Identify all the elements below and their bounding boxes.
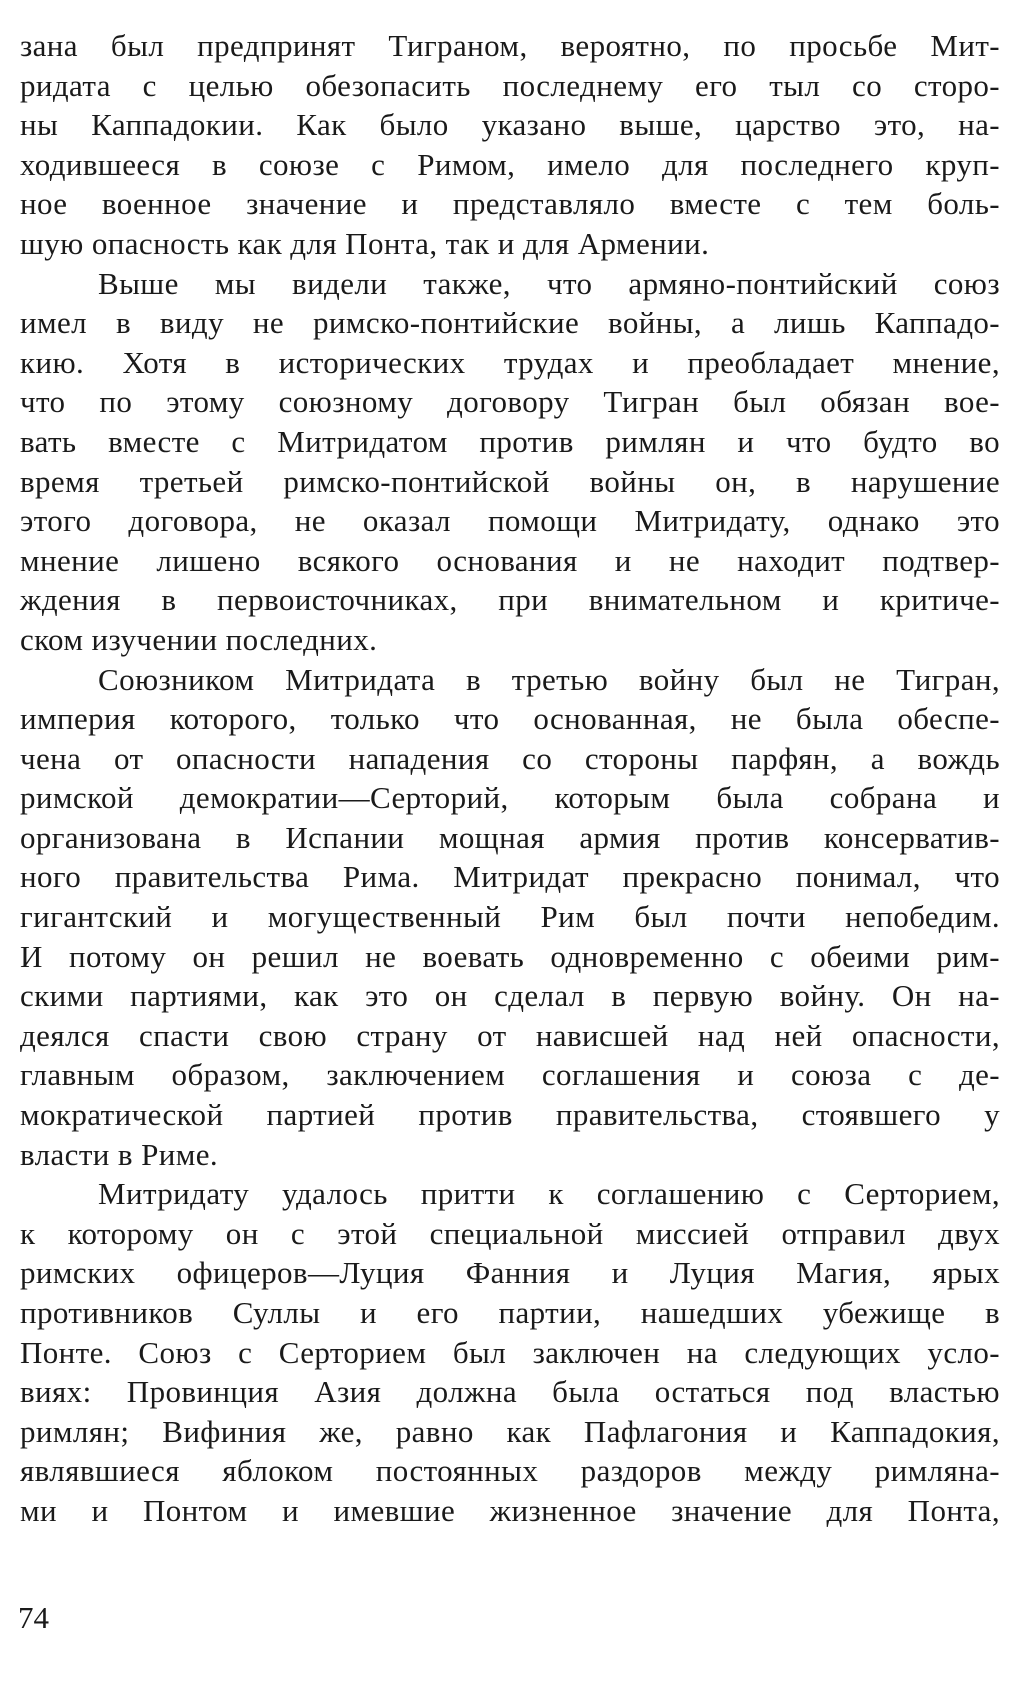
text-line: деялся спасти свою страну от нависшей над ней опасности, bbox=[20, 1017, 1000, 1053]
text-line: имел в виду не римско-понтийские войны, а лишь Каппадо- bbox=[20, 305, 1000, 341]
text-line: скими партиями, как это он сделал в первую войну. Он на- bbox=[20, 978, 1000, 1014]
paragraph bbox=[20, 1174, 1000, 1530]
text-line: ждения в первоисточниках, при внимательном и критиче- bbox=[20, 582, 1000, 618]
text-line: чена от опасности нападения со стороны парфян, а вождь bbox=[20, 740, 1000, 776]
text-line: власти в Риме. bbox=[20, 1136, 219, 1172]
text-line: шую опасность как для Понта, так и для Армении. bbox=[20, 225, 710, 261]
text-line: Понте. Союз с Серторием был заключен на следующих усло- bbox=[20, 1334, 1000, 1370]
text-line: Выше мы видели также, что армяно-понтийский союз bbox=[98, 265, 1000, 301]
text-line: вать вместе с Митридатом против римлян и что будто во bbox=[20, 423, 1000, 459]
text-line: противников Суллы и его партии, нашедших убежище в bbox=[20, 1295, 1000, 1330]
text-line: ное военное значение и представляло вместе с тем боль- bbox=[20, 186, 1000, 222]
text-line: этого договора, не оказал помощи Митридату, однако это bbox=[20, 503, 1000, 539]
text-line: организована в Испании мощная армия против консерватив- bbox=[20, 819, 1000, 855]
text-line: время третьей римско-понтийской войны он, в нарушение bbox=[20, 463, 1000, 499]
text-line: И потому он решил не воевать одновременно с обеими рим- bbox=[20, 938, 1000, 974]
text-line: римлян; Вифиния же, равно как Пафлагония и Каппадокия, bbox=[20, 1413, 1000, 1449]
text-line: римской демократии—Серторий, которым была собрана и bbox=[20, 780, 1000, 816]
text-line: ридата с целью обезопасить последнему его тыл со сторо- bbox=[20, 67, 1000, 103]
text-line: зана был предпринят Тиграном, вероятно, по просьбе Мит- bbox=[20, 28, 1000, 63]
text-line: ны Каппадокии. Как было указано выше, царство это, на- bbox=[20, 107, 1000, 143]
text-line: ного правительства Рима. Митридат прекрасно понимал, что bbox=[20, 859, 1000, 895]
text-line: ходившееся в союзе с Римом, имело для последнего круп- bbox=[20, 146, 1000, 182]
text-line: являвшиеся яблоком постоянных раздоров между римляна- bbox=[20, 1453, 1000, 1489]
text-line: гигантский и могущественный Рим был почти непобедим. bbox=[20, 899, 1000, 935]
paragraph bbox=[20, 660, 1000, 1175]
page-text bbox=[20, 26, 1000, 1531]
text-line: Союзником Митридата в третью войну был не Тигран, bbox=[98, 661, 1000, 697]
text-line: кию. Хотя в исторических трудах и преобладает мнение, bbox=[20, 344, 1000, 380]
text-line: виях: Провинция Азия должна была остаться под властью bbox=[20, 1374, 1000, 1410]
text-line: мнение лишено всякого основания и не находит подтвер- bbox=[20, 542, 1000, 578]
text-line: ском изучении последних. bbox=[20, 621, 378, 657]
page-number: 74 bbox=[18, 1600, 49, 1635]
text-line: римских офицеров—Луция Фанния и Луция Магия, ярых bbox=[20, 1255, 1000, 1291]
text-line: ми и Понтом и имевшие жизненное значение для Понта, bbox=[20, 1492, 1000, 1528]
text-line: что по этому союзному договору Тигран был обязан вое- bbox=[20, 384, 1000, 420]
text-line: главным образом, заключением соглашения и союза с де- bbox=[20, 1057, 1000, 1093]
text-line: к которому он с этой специальной миссией отправил двух bbox=[20, 1215, 1000, 1251]
text-line: империя которого, только что основанная, не была обеспе- bbox=[20, 701, 1000, 737]
paragraph bbox=[20, 264, 1000, 660]
paragraph bbox=[20, 26, 1000, 264]
text-line: мократической партией против правительства, стоявшего у bbox=[20, 1097, 1000, 1133]
text-line: Митридату удалось притти к соглашению с Серторием, bbox=[98, 1176, 1000, 1212]
